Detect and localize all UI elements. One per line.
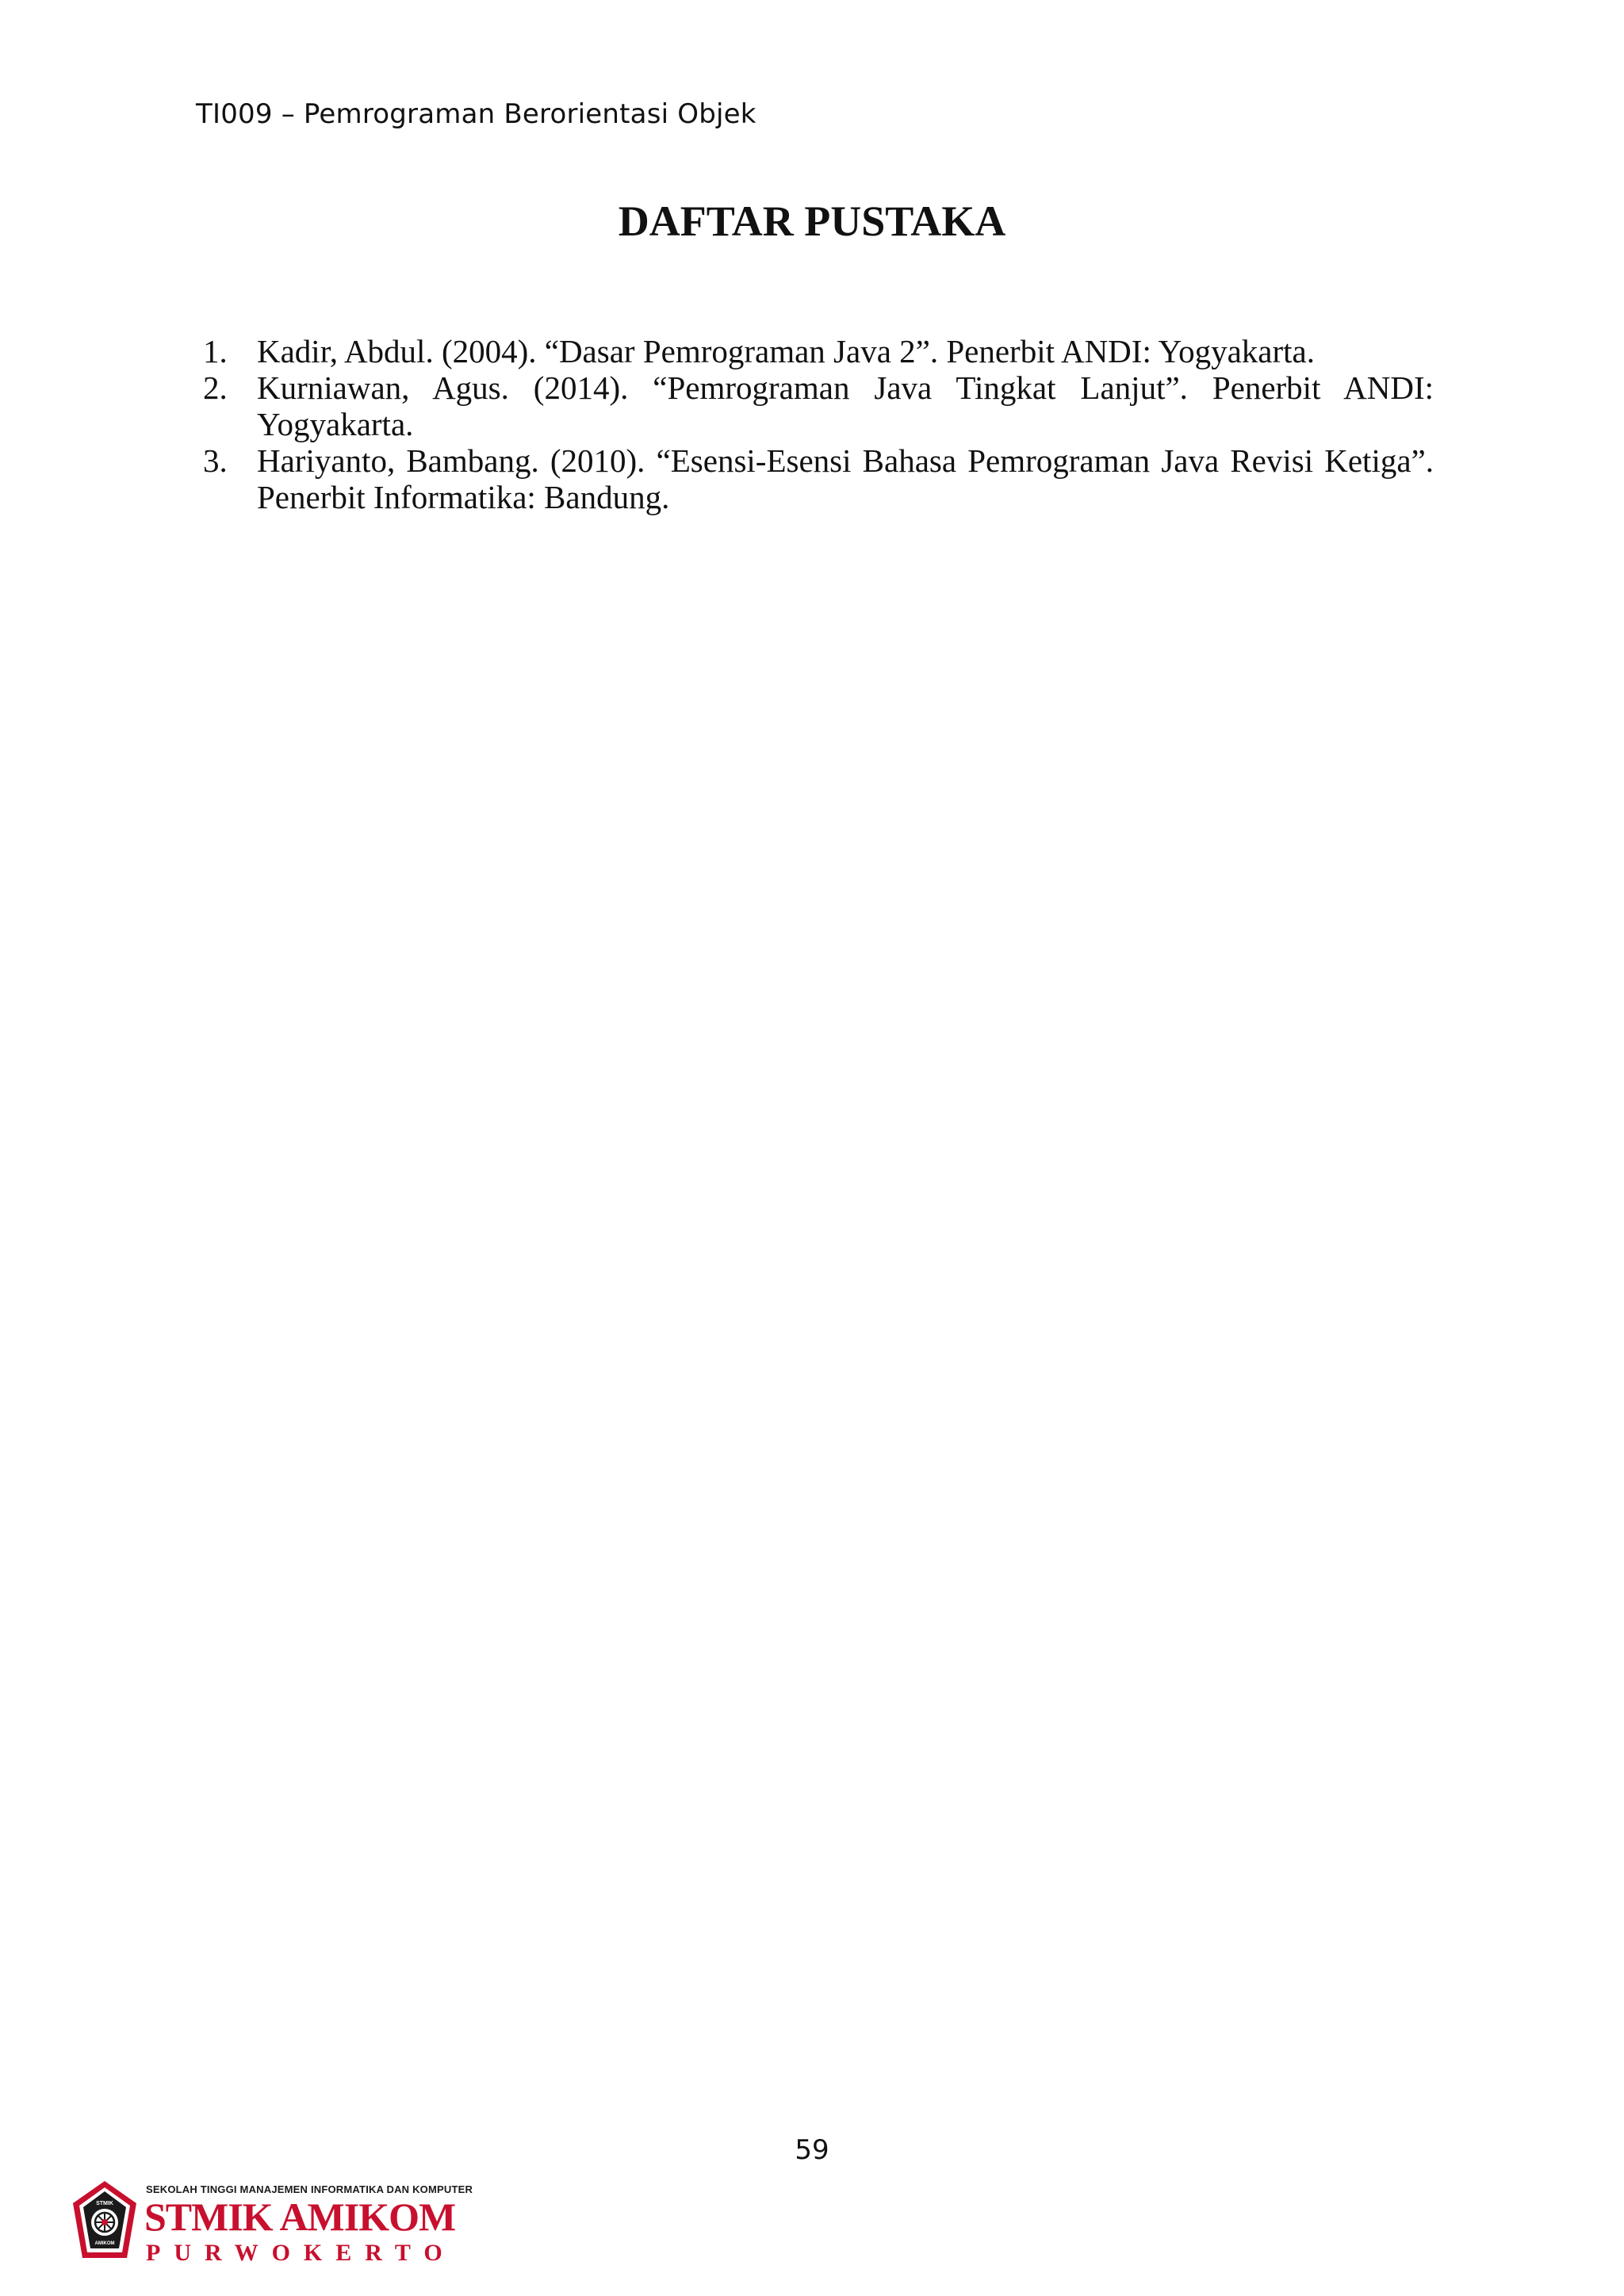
logo-tagline: SEKOLAH TINGGI MANAJEMEN INFORMATIKA DAN KOMPUTER: [146, 2183, 473, 2195]
page-number: 59: [795, 2134, 829, 2166]
running-header: TI009 – Pemrograman Berorientasi Objek: [196, 98, 756, 130]
reference-item-2: [203, 369, 1434, 442]
reference-number: 2.: [203, 369, 228, 406]
reference-item-3: [203, 442, 1434, 515]
reference-text: Kurniawan, Agus. (2014). “Pemrograman Java Tingkat Lanjut”. Penerbit ANDI: Yogyakarta.: [257, 369, 1434, 442]
reference-number: 1.: [203, 333, 228, 369]
emblem-text-top: STMIK: [96, 2201, 113, 2206]
logo-city: PURWOKERTO: [146, 2240, 456, 2266]
reference-text: Hariyanto, Bambang. (2010). “Esensi-Esensi Bahasa Pemrograman Java Revisi Ketiga”. Penerbit Informatika: Bandung.: [257, 442, 1434, 515]
reference-text: Kadir, Abdul. (2004). “Dasar Pemrograman Java 2”. Penerbit ANDI: Yogyakarta.: [257, 333, 1315, 369]
emblem-text-bottom: AMIKOM: [94, 2241, 115, 2246]
reference-number: 3.: [203, 442, 228, 479]
amikom-emblem-icon: [70, 2179, 140, 2263]
reference-list: [203, 333, 1434, 515]
page-title: DAFTAR PUSTAKA: [618, 197, 1006, 245]
footer-logo: [70, 2179, 473, 2266]
reference-item-1: [203, 333, 1434, 369]
logo-name: STMIK AMIKOM: [144, 2195, 456, 2239]
